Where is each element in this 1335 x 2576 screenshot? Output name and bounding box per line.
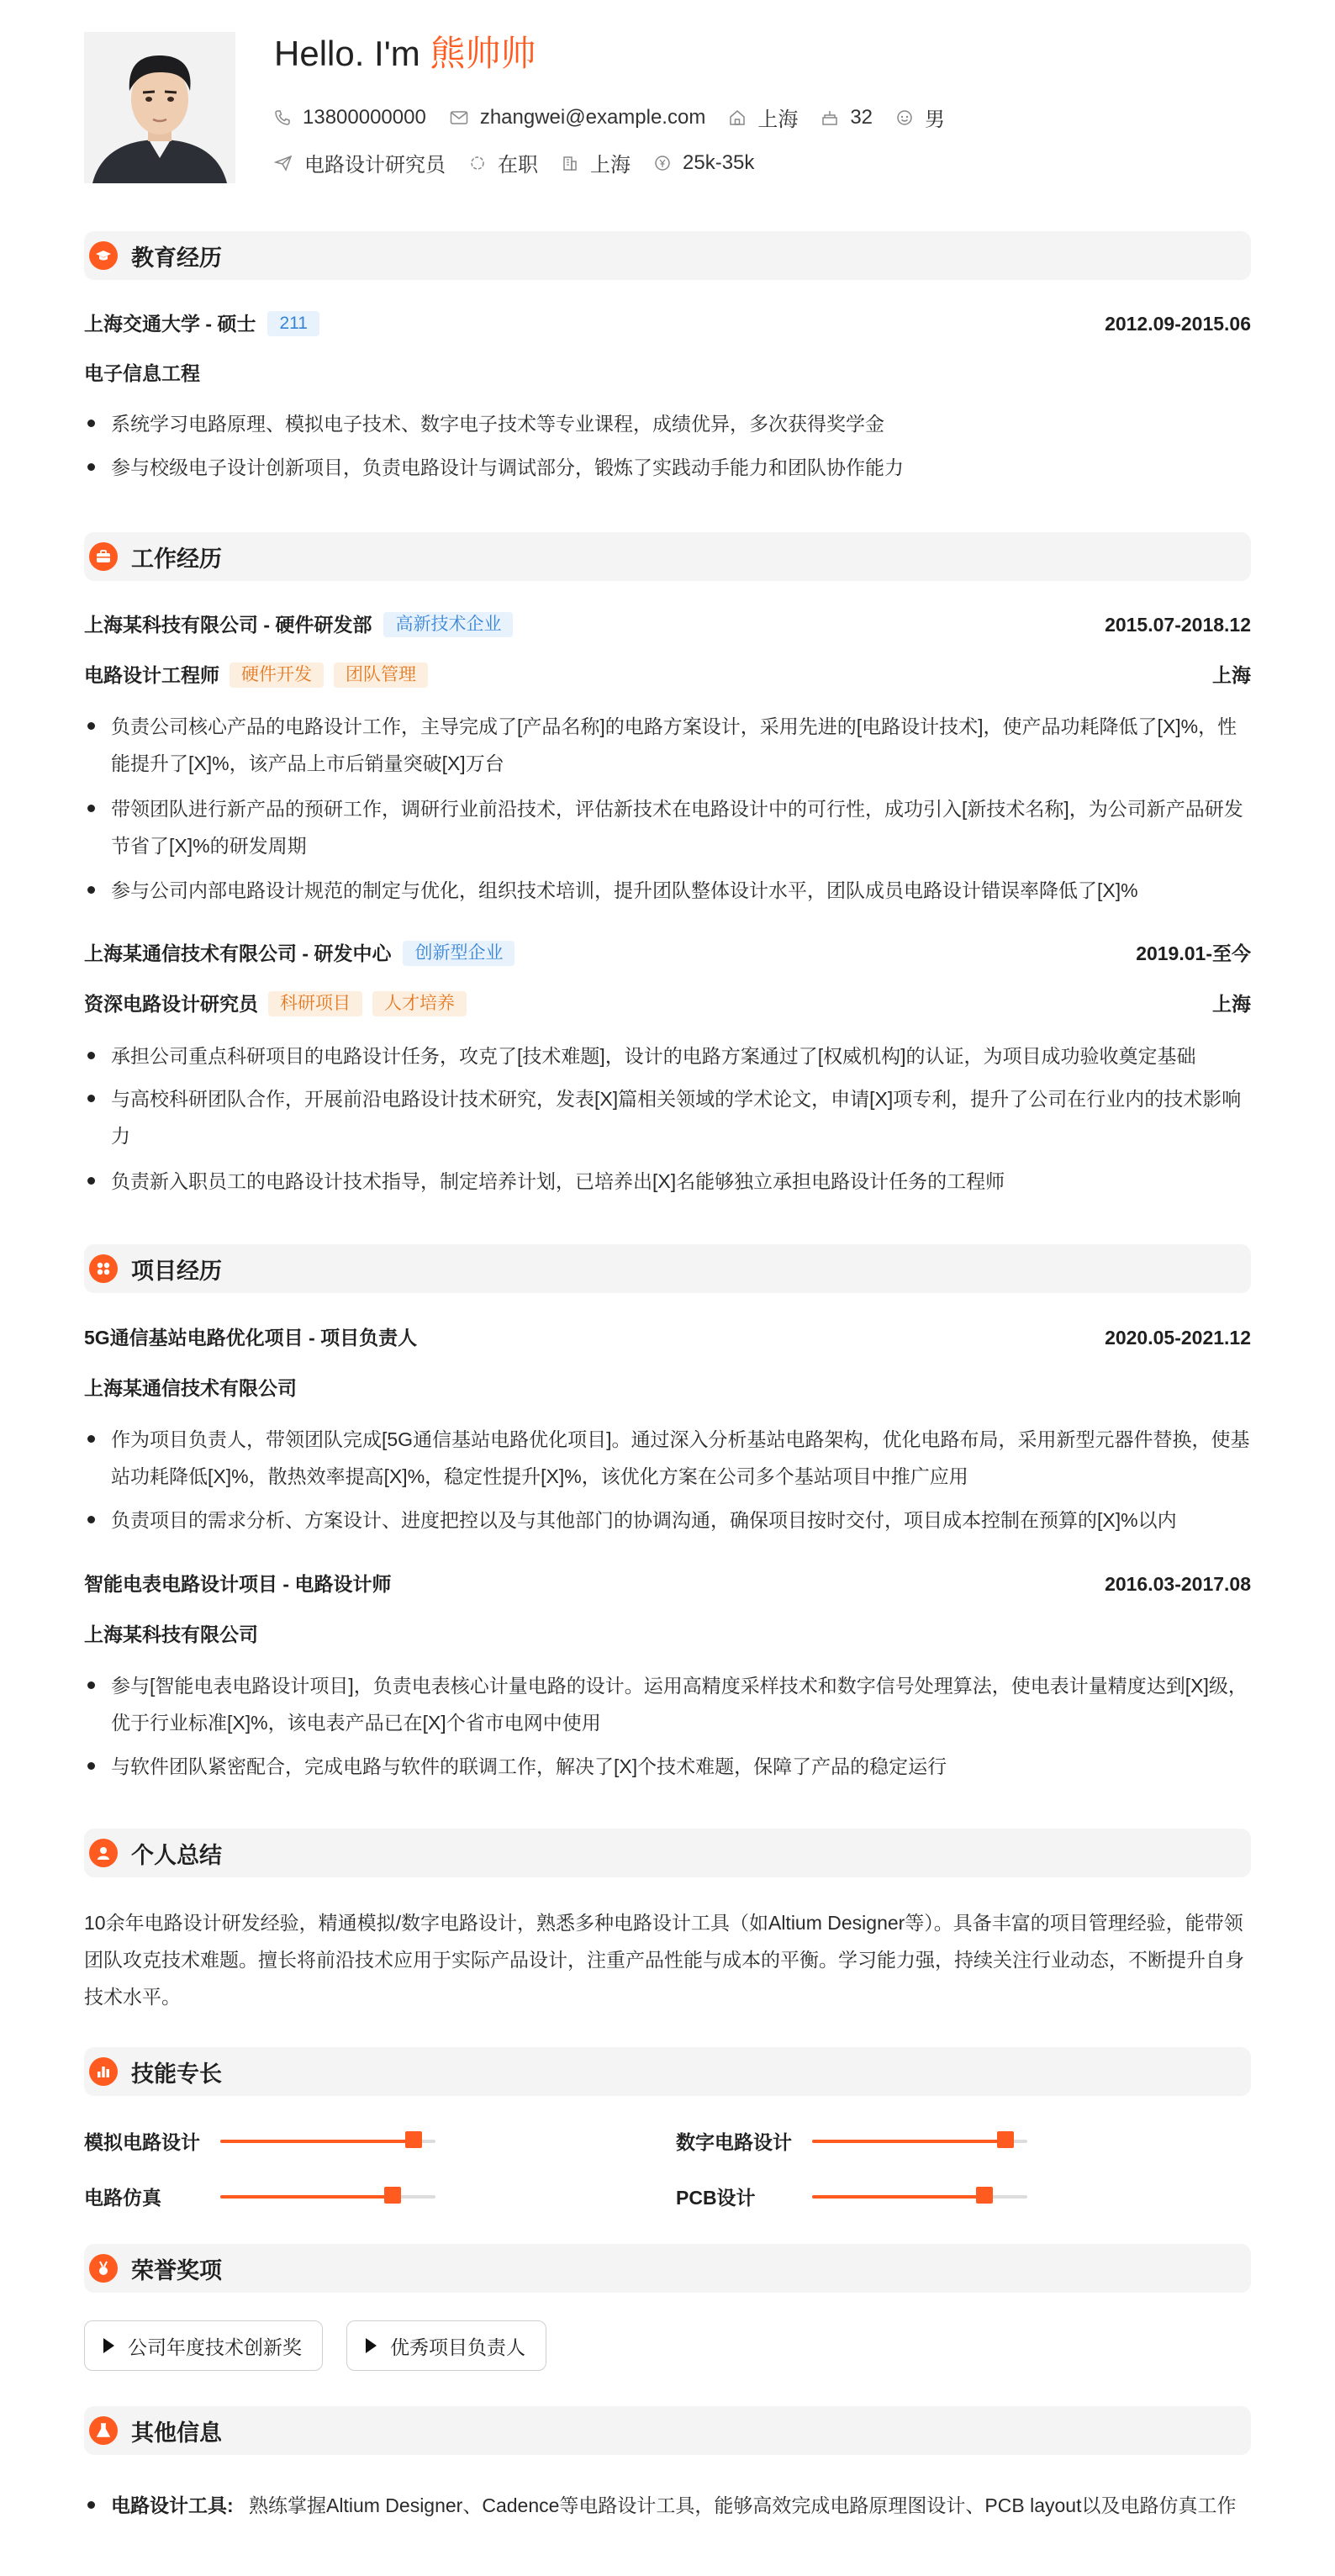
skill-item <box>676 2183 1027 2210</box>
employment-status-text: 在职 <box>498 154 538 177</box>
salary-text: 25k-35k <box>683 150 755 174</box>
honor-item <box>346 2320 546 2371</box>
honors-list <box>84 2320 1251 2373</box>
graduation-cap-icon <box>89 241 118 270</box>
project-bullet: 负责项目的需求分析、方案设计、进度把控以及与其他部门的协调沟通，确保项目按时交付，项目成本控制在预算的[X]%以内 <box>84 1502 1251 1539</box>
skill-name: 数字电路设计 <box>676 2131 792 2153</box>
education-bullet: 参与校级电子设计创新项目，负责电路设计与调试部分，锻炼了实践动手能力和团队协作能力 <box>84 449 1251 486</box>
other-item-label: 电路设计工具: <box>111 2494 234 2516</box>
email-text: zhangwei@example.com <box>479 105 706 129</box>
phone-icon <box>274 109 291 126</box>
target-city-text: 上海 <box>590 154 631 177</box>
target-city-item <box>562 148 631 177</box>
honors-section-header <box>84 2244 1251 2293</box>
summary-title: 个人总结 <box>131 1842 222 1868</box>
gender-icon <box>896 109 913 126</box>
education-major-row <box>84 360 1251 387</box>
skill-level-fill <box>220 2195 393 2199</box>
project-name-row <box>84 1570 1251 1597</box>
home-icon <box>729 109 746 126</box>
bullet-dot <box>87 2501 95 2509</box>
flask-icon <box>89 2416 118 2445</box>
greeting-title <box>274 32 536 76</box>
contact-row <box>274 103 968 132</box>
job-tag: 硬件开发 <box>230 662 324 688</box>
summary-text: 10余年电路设计研发经验，精通模拟/数字电路设计，熟悉多种电路设计工具（如Altium Designer等）。具备丰富的项目管理经验，能带领团队攻克技术难题。擅长将前沿技术应用于实际产品设计，注重产品性能与成本的平衡。学习能力强，持续关注行业动态，不断提升自身技术水平。 <box>84 1912 1244 2008</box>
education-school: 上海交通大学 - 硕士 <box>84 313 256 335</box>
target-position-text: 电路设计研究员 <box>304 154 446 177</box>
skill-level-handle <box>384 2187 401 2204</box>
age-text: 32 <box>850 105 873 129</box>
candidate-name: 熊帅帅 <box>430 34 536 73</box>
skill-item <box>84 2183 435 2210</box>
employment-status-item <box>469 148 538 177</box>
phone-text: 13800000000 <box>303 105 426 129</box>
project-title: 项目经历 <box>131 1258 222 1284</box>
work-title: 工作经历 <box>131 546 222 572</box>
skill-level-handle <box>976 2187 993 2204</box>
project-name-row <box>84 1324 1251 1351</box>
skill-level-bar <box>220 2195 435 2199</box>
other-item <box>84 2487 1251 2563</box>
project-bullet: 作为项目负责人，带领团队完成[5G通信基站电路优化项目]。通过深入分析基站电路架构，优化电路布局，采用新型元器件替换，使基站功耗降低[X]%，散热效率提高[X]%，稳定性提升[X]%，该优化方案在公司多个基站项目中推广应用 <box>84 1421 1251 1495</box>
project-company: 上海某通信技术有限公司 <box>84 1377 297 1399</box>
project-period: 2020.05-2021.12 <box>1105 1327 1251 1349</box>
job-tag: 团队管理 <box>334 662 428 688</box>
job-period: 2015.07-2018.12 <box>1105 614 1251 636</box>
project-bullet: 与软件团队紧密配合，完成电路与软件的联调工作，解决了[X]个技术难题，保障了产品的稳定运行 <box>84 1748 1251 1785</box>
profile-header <box>84 32 1251 192</box>
education-school-row <box>84 310 1251 337</box>
job-role-row <box>84 990 1251 1017</box>
job-company-tag: 创新型企业 <box>403 941 514 966</box>
job-role: 资深电路设计研究员 <box>84 993 258 1015</box>
person-icon <box>89 1839 118 1867</box>
other-title: 其他信息 <box>131 2420 222 2446</box>
skill-name: 电路仿真 <box>84 2187 161 2209</box>
skill-item <box>84 2127 435 2155</box>
medal-icon <box>89 2254 118 2283</box>
bar-chart-icon <box>89 2057 118 2086</box>
job-intent-row <box>274 148 778 177</box>
greeting-text: Hello. I'm <box>274 34 430 73</box>
job-bullet: 负责公司核心产品的电路设计工作，主导完成了[产品名称]的电路方案设计，采用先进的[电路设计技术]，使产品功耗降低了[X]%，性能提升了[X]%，该产品上市后销量突破[X]万台 <box>84 708 1251 782</box>
project-name: 智能电表电路设计项目 - 电路设计师 <box>84 1573 392 1595</box>
honor-text: 优秀项目负责人 <box>390 2336 525 2358</box>
target-position-item <box>274 148 446 177</box>
building-icon <box>562 155 578 172</box>
job-role-row <box>84 662 1251 689</box>
education-major: 电子信息工程 <box>84 362 200 384</box>
project-bullet: 参与[智能电表电路设计项目]，负责电表核心计量电路的设计。运用高精度采样技术和数字信号处理算法，使电表计量精度达到[X]级，优于行业标准[X]%，该电表产品已在[X]个省市电网中使用 <box>84 1667 1251 1741</box>
hometown-item <box>729 103 798 132</box>
hometown-text: 上海 <box>757 108 799 131</box>
skill-level-bar <box>812 2140 1027 2143</box>
education-period: 2012.09-2015.06 <box>1105 313 1251 335</box>
skills-title: 技能专长 <box>131 2061 222 2087</box>
job-company-tag: 高新技术企业 <box>383 612 513 637</box>
skill-level-fill <box>812 2195 984 2199</box>
skills-section-header <box>84 2047 1251 2096</box>
education-section-header <box>84 231 1251 280</box>
job-tag: 人才培养 <box>372 991 467 1016</box>
job-bullet: 带领团队进行新产品的预研工作，调研行业前沿技术，评估新技术在电路设计中的可行性，成功引入[新技术名称]，为公司新产品研发节省了[X]%的研发周期 <box>84 790 1251 864</box>
cake-icon <box>821 109 838 126</box>
job-company-row <box>84 611 1251 638</box>
grid-icon <box>89 1254 118 1283</box>
project-period: 2016.03-2017.08 <box>1105 1573 1251 1595</box>
project-section-header <box>84 1244 1251 1293</box>
avatar <box>84 32 235 183</box>
summary-section-header <box>84 1829 1251 1877</box>
project-name: 5G通信基站电路优化项目 - 项目负责人 <box>84 1327 418 1349</box>
briefcase-icon <box>89 542 118 571</box>
honor-item <box>84 2320 323 2371</box>
skill-name: PCB设计 <box>676 2187 756 2209</box>
skill-level-fill <box>220 2140 414 2143</box>
job-role: 电路设计工程师 <box>84 664 219 686</box>
project-company-row <box>84 1621 1251 1648</box>
mail-icon <box>450 110 468 125</box>
honors-title: 荣誉奖项 <box>131 2257 222 2283</box>
status-icon <box>469 155 486 172</box>
education-bullet: 系统学习电路原理、模拟电子技术、数字电子技术等专业课程，成绩优异，多次获得奖学金 <box>84 405 1251 442</box>
skill-level-bar <box>220 2140 435 2143</box>
job-company: 上海某通信技术有限公司 - 研发中心 <box>84 942 392 964</box>
honor-text: 公司年度技术创新奖 <box>128 2336 302 2358</box>
email-item <box>450 106 706 129</box>
job-bullet: 承担公司重点科研项目的电路设计任务，攻克了[技术难题]，设计的电路方案通过了[权威机构]的认证，为项目成功验收奠定基础 <box>84 1037 1251 1074</box>
job-tag: 科研项目 <box>268 991 362 1016</box>
skill-level-handle <box>405 2131 422 2148</box>
gender-text: 男 <box>925 108 946 131</box>
job-city: 上海 <box>1212 664 1251 686</box>
job-city: 上海 <box>1212 993 1251 1015</box>
skill-name: 模拟电路设计 <box>84 2131 200 2153</box>
work-section-header <box>84 532 1251 581</box>
play-icon <box>103 2338 114 2353</box>
salary-item <box>654 151 754 175</box>
project-company: 上海某科技有限公司 <box>84 1623 258 1645</box>
gender-item <box>896 103 945 132</box>
job-bullet: 参与公司内部电路设计规范的制定与优化，组织技术培训，提升团队整体设计水平，团队成员电路设计错误率降低了[X]% <box>84 872 1251 909</box>
job-company: 上海某科技有限公司 - 硬件研发部 <box>84 614 372 636</box>
other-section-header <box>84 2406 1251 2455</box>
job-period: 2019.01-至今 <box>1136 942 1251 964</box>
other-item-text: 熟练掌握Altium Designer、Cadence等电路设计工具，能够高效完成电路原理图设计、PCB layout以及电路仿真工作 <box>249 2494 1237 2516</box>
age-item <box>821 106 873 129</box>
skill-level-bar <box>812 2195 1027 2199</box>
salary-icon <box>654 155 671 172</box>
job-bullet: 与高校科研团队合作，开展前沿电路设计技术研究，发表[X]篇相关领域的学术论文，申请[X]项专利，提升了公司在行业内的技术影响力 <box>84 1080 1251 1154</box>
education-title: 教育经历 <box>131 245 222 271</box>
play-icon <box>366 2338 377 2353</box>
project-company-row <box>84 1375 1251 1401</box>
education-tag: 211 <box>267 311 319 336</box>
job-company-row <box>84 940 1251 967</box>
skill-level-handle <box>997 2131 1014 2148</box>
phone-item <box>274 106 426 129</box>
skill-item <box>676 2127 1027 2155</box>
send-icon <box>274 155 293 172</box>
job-bullet: 负责新入职员工的电路设计技术指导，制定培养计划，已培养出[X]名能够独立承担电路设计任务的工程师 <box>84 1163 1251 1200</box>
skill-level-fill <box>812 2140 1005 2143</box>
